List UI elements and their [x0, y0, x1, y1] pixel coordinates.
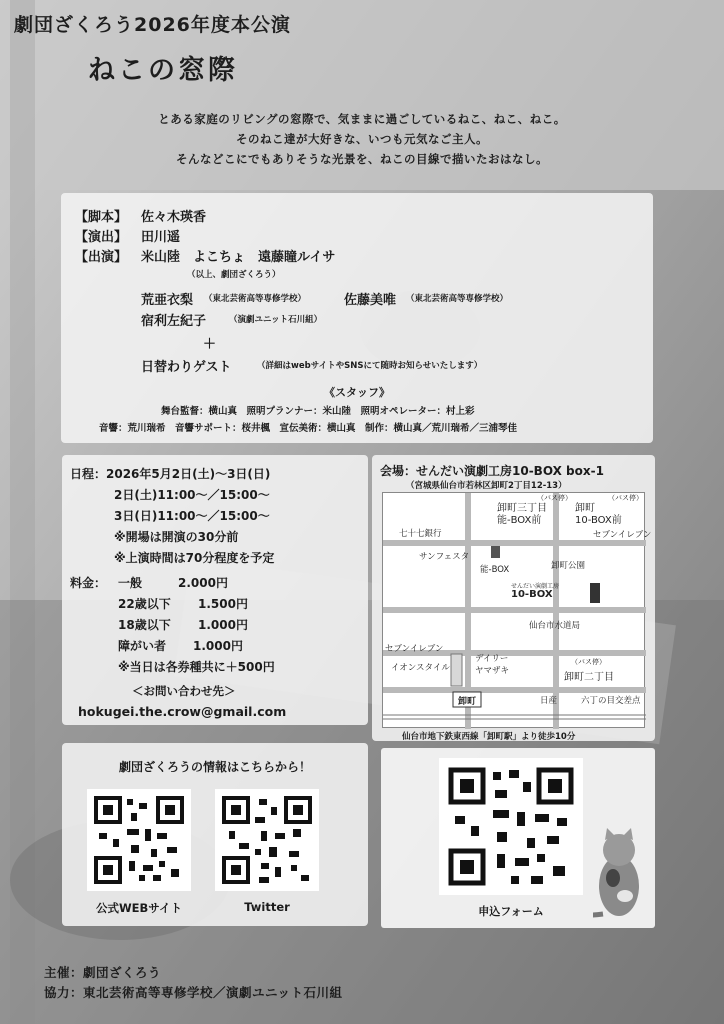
director-name: 田川遥 — [141, 230, 181, 245]
bus-stop-oroshimachi-3-sub: 能-BOX前 — [497, 515, 542, 526]
door-price-note: ※当日は各券種共に＋500円 — [118, 660, 275, 674]
contact-email[interactable]: hokugei.the.crow@gmail.com — [78, 704, 287, 719]
price-disabled: 1.000円 — [193, 639, 243, 653]
cat-illustration-icon — [593, 828, 645, 926]
staff-heading: 《スタッフ》 — [324, 386, 390, 399]
price-under-18-label: 18歳以下 — [118, 618, 171, 632]
cast-member-shukuri: 宿利左紀子 — [141, 314, 207, 329]
venue-panel — [372, 455, 655, 741]
twitter-qr-label: Twitter — [244, 900, 290, 914]
web-qr-code[interactable] — [87, 789, 191, 891]
price-under-22: 1.500円 — [198, 597, 248, 611]
play-title: ねこの窓際 — [88, 55, 238, 86]
qr-icon — [87, 789, 191, 891]
doors-open-note: ※開場は開演の30分前 — [114, 530, 239, 544]
price-label: 料金： — [70, 576, 107, 590]
twitter-qr-code[interactable] — [215, 789, 319, 891]
organizer: 主催：劇団ざくろう — [44, 965, 162, 980]
bus-stop-label-2: （バス停） — [608, 494, 643, 502]
station-oroshimachi: 卸町 — [458, 697, 477, 707]
qr-panel — [62, 743, 368, 926]
guest-label: 日替わりゲスト — [141, 360, 232, 375]
landmark-water-bureau: 仙台市水道局 — [529, 621, 581, 631]
cast-note: （以上、劇団ざくろう） — [187, 270, 281, 280]
bus-stop-label-1: （バス停） — [537, 494, 572, 502]
price-general-label: 一般 — [118, 576, 143, 590]
qr-icon — [439, 758, 583, 895]
day-2-times: 3日(日)11:00～／15:00～ — [114, 509, 270, 523]
contact-heading: ＜お問い合わせ先＞ — [132, 684, 236, 698]
landmark-daily: デイリー — [475, 654, 509, 664]
cast-line-1: 米山陸 よこちょ 遠藤瞳ルイサ — [141, 250, 336, 265]
landmark-oroshimachi-park: 卸町公園 — [551, 561, 586, 571]
cast-label: 【出演】 — [75, 250, 128, 265]
cast-member-ara-affiliation: （東北芸術高等専修学校） — [204, 294, 307, 304]
script-name: 佐々木瑛香 — [141, 210, 207, 225]
landmark-nissan: 日産 — [540, 696, 558, 706]
venue-marker-label-small: せんだい演劇工房 — [511, 583, 560, 590]
venue-marker-10box: 10-BOX — [511, 589, 553, 600]
cooperation: 協力：東北芸術高等専修学校／演劇ユニット石川組 — [44, 985, 343, 1000]
venue-address: （宮城県仙台市若林区卸町2丁目12-13） — [406, 481, 567, 491]
qr-icon — [215, 789, 319, 891]
landmark-rokuchonome-crossing: 六丁の目交差点 — [581, 696, 641, 706]
application-form-label: 申込フォーム — [478, 905, 544, 918]
runtime-note: ※上演時間は70分程度を予定 — [114, 551, 275, 565]
landmark-seven-eleven-2: セブンイレブン — [385, 644, 444, 654]
venue-access: 仙台市地下鉄東西線「卸町駅」より徒歩10分 — [402, 732, 576, 742]
landmark-sunfesta: サンフェスタ — [419, 552, 470, 562]
qr-heading: 劇団ざくろうの情報はこちらから！ — [118, 760, 311, 774]
bus-stop-oroshimachi: 卸町 — [575, 503, 595, 514]
landmark-seven-eleven-1: セブンイレブン — [593, 530, 652, 540]
cast-member-ara: 荒亜衣梨 — [141, 293, 194, 308]
venue-name: 会場：せんだい演劇工房10-BOX box-1 — [380, 464, 604, 478]
landmark-yamazaki: ヤマザキ — [475, 666, 510, 676]
day-1-times: 2日(土)11:00～／15:00～ — [114, 488, 270, 502]
price-under-18: 1.000円 — [198, 618, 248, 632]
landmark-77-bank: 七十七銀行 — [399, 529, 442, 539]
cast-member-sato-affiliation: （東北芸術高等専修学校） — [406, 294, 509, 304]
performance-dates: 日程：2026年5月2日(土)～3日(日) — [70, 467, 271, 481]
schedule-panel — [62, 455, 368, 725]
cast-member-sato: 佐藤美唯 — [344, 293, 397, 308]
bus-stop-label-3: （バス停） — [571, 658, 606, 666]
price-under-22-label: 22歳以下 — [118, 597, 171, 611]
application-form-qr-code[interactable] — [439, 758, 583, 895]
guest-note: （詳細はwebサイトやSNSにて随時お知らせいたします） — [257, 361, 483, 371]
bus-stop-oroshimachi-3: 卸町三丁目 — [497, 503, 547, 514]
price-general: 2.000円 — [178, 576, 228, 590]
credits-panel — [61, 193, 653, 443]
plus-sign: ＋ — [203, 337, 217, 352]
price-disabled-label: 障がい者 — [118, 639, 167, 653]
director-label: 【演出】 — [75, 230, 128, 245]
synopsis-line-1: とある家庭のリビングの窓際で、気ままに過ごしているねこ、ねこ、ねこ。 — [158, 112, 566, 126]
bus-stop-oroshimachi-2: 卸町二丁目 — [564, 672, 614, 683]
synopsis-line-2: そのねこ達が大好きな、いつも元気なご主人。 — [236, 132, 488, 146]
staff-line-1: 舞台監督：横山真 照明プランナー：米山陸 照明オペレーター：村上彩 — [161, 406, 475, 417]
cast-member-shukuri-affiliation: （演劇ユニット石川組） — [229, 315, 323, 325]
venue-access-map — [382, 492, 652, 728]
application-form-panel — [381, 748, 655, 928]
troupe-production-title: 劇団ざくろう2026年度本公演 — [14, 14, 291, 36]
landmark-aeon-style: イオンスタイル — [391, 663, 450, 673]
staff-line-2: 音響：荒川瑞希 音響サポート：桜井楓 宣伝美術：横山真 制作：横山真／荒川瑞希／三浦琴佳 — [99, 423, 518, 434]
landmark-nobox: 能-BOX — [480, 565, 510, 575]
web-qr-label: 公式WEBサイト — [95, 901, 182, 915]
bus-stop-oroshimachi-sub: 10-BOX前 — [575, 515, 622, 526]
script-label: 【脚本】 — [75, 210, 128, 225]
synopsis-line-3: そんなどこにでもありそうな光景を、ねこの目線で描いたおはなし。 — [176, 152, 548, 166]
